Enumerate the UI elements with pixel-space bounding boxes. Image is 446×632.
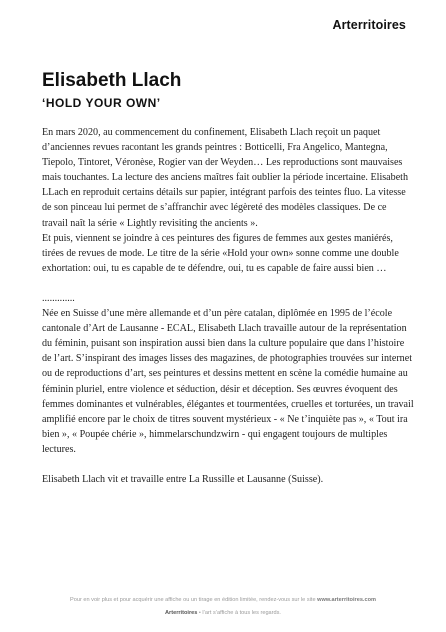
page-title: Elisabeth Llach bbox=[42, 70, 182, 91]
paragraph-biography: Née en Suisse d’une mère allemande et d’un père catalan, diplômée en 1995 de l’école cantonale d’Art de Lausanne - ECAL, Elisabeth Llach travaille autour de la représentation du féminin, puisant son inspiration aussi bien dans la culture populaire que dans l’histoire de l’art. S’inspirant des images lisses des magazines, de photographies trouvées sur internet ou de reproductions d’art, ses peintures et dessins mettent en scène la comédie humaine au féminin pluriel, entre violence et séduction, désir et déception. Ses œuvres évoquent des femmes dominantes et vulnérables, élégantes et tourmentées, cruelles et torturées, un travail amplifié encore par le choix de titres souvent mystérieux - « Ne t’inquiète pas », « Tout ira bien », « Poupée chérie », himmelarschundzwirn - qui engagent toujours de multiples lectures. bbox=[42, 308, 414, 455]
footer-website-link[interactable]: www.arterritoires.com bbox=[317, 597, 376, 603]
footer-info bbox=[0, 597, 446, 603]
footer-brand: Arterritoires bbox=[165, 610, 198, 616]
footer-tagline bbox=[0, 610, 446, 616]
section-separator: ............. bbox=[42, 292, 75, 304]
paragraph-intro: En mars 2020, au commencement du confinement, Elisabeth Llach reçoit un paquet d’anciennes revues racontant les grands peintres : Botticelli, Fra Angelico, Mantegna, Tiepolo, Tintoret, Véronèse, Rogier van der Weyden… Les reproductions sont mauvaises mais touchantes. La lecture des anciens maîtres fait oublier la période incertaine. Elisabeth LLach en reproduit certains détails sur papier, intégrant parfois des teintes fluo. La vitesse de son pinceau lui permet de s’affranchir avec légèreté des modèles classiques. De ce travail naît la série « Lightly revisiting the ancients ». bbox=[42, 127, 409, 229]
paragraph-residence: Elisabeth Llach vit et travaille entre La Russille et Lausanne (Suisse). bbox=[42, 473, 324, 485]
page-subtitle: ‘HOLD YOUR OWN’ bbox=[42, 96, 161, 110]
brand-logo: Arterritoires bbox=[332, 18, 406, 32]
footer-info-text: Pour en voir plus et pour acquérir une affiche ou un tirage en édition limitée, rendez-vous sur le site bbox=[70, 597, 318, 603]
footer-tagline-text: • l’art s’affiche à tous les regards. bbox=[197, 610, 281, 616]
paragraph-series: Et puis, viennent se joindre à ces peintures des figures de femmes aux gestes maniérés, tirées de revues de mode. Le titre de la série «Hold your own» sonne comme une double exhortation: oui, tu es capable de te défendre, oui, tu es capable de faire aussi bien … bbox=[42, 232, 399, 274]
article-body bbox=[42, 125, 414, 502]
